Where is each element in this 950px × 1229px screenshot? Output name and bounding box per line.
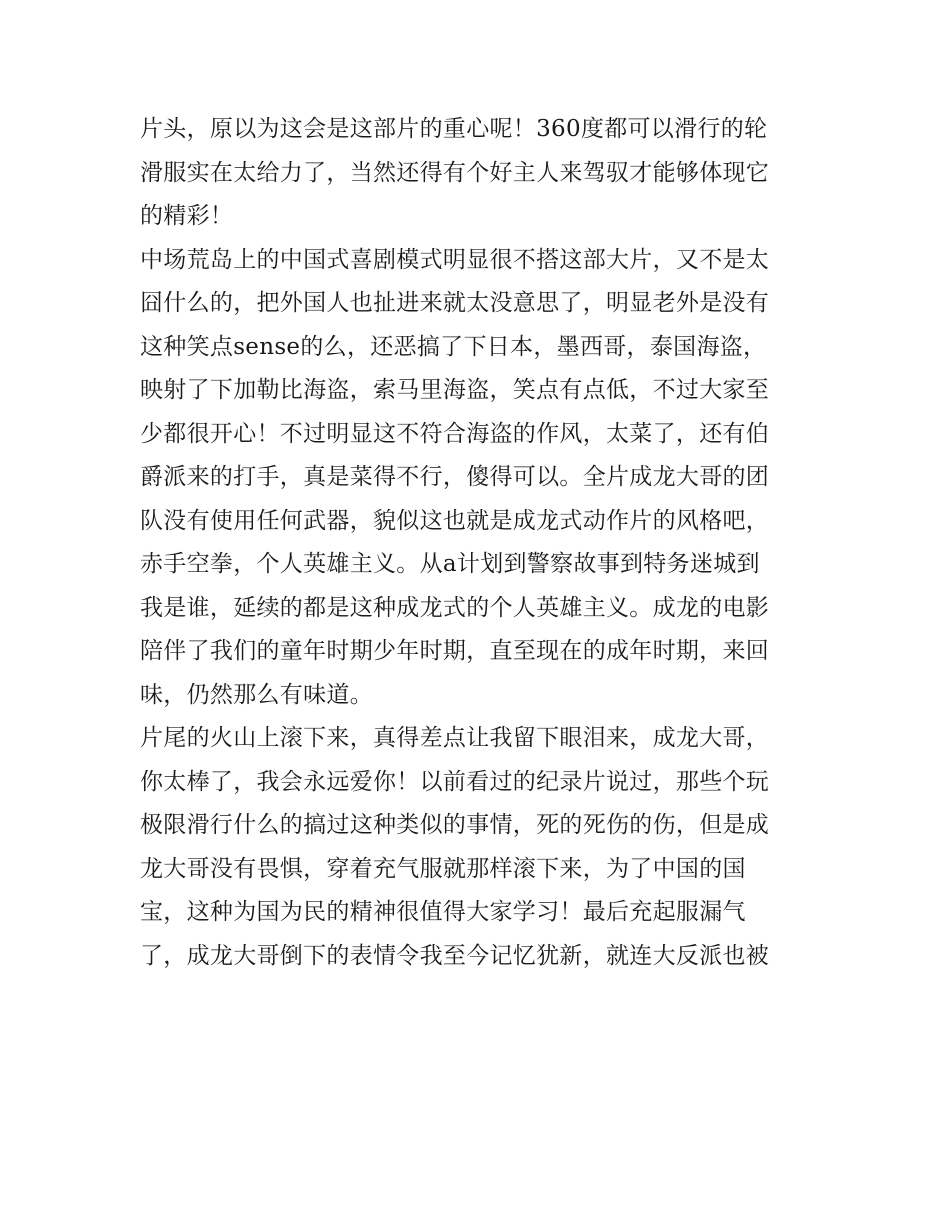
text-line: 中场荒岛上的中国式喜剧模式明显很不搭这部大片，又不是太 [140, 246, 770, 273]
text-line: 少都很开心！不过明显这不符合海盗的作风，太菜了，还有伯 [140, 420, 770, 447]
text-line: 味，仍然那么有味道。 [140, 681, 373, 708]
text-line: 龙大哥没有畏惧，穿着充气服就那样滚下来，为了中国的国 [140, 855, 746, 882]
text-line: 囧什么的，把外国人也扯进来就太没意思了，明显老外是没有 [140, 290, 770, 316]
text-line: 的精彩！ [140, 203, 234, 229]
text-line: 你太棒了，我会永远爱你！以前看过的纪录片说过，那些个玩 [140, 768, 770, 795]
text-line: 映射了下加勒比海盗，索马里海盗，笑点有点低，不过大家至 [140, 377, 770, 403]
text-line: 了，成龙大哥倒下的表情令我至今记忆犹新，就连大反派也被 [140, 942, 770, 969]
text-line: 陪伴了我们的童年时期少年时期，直至现在的成年时期，来回 [140, 638, 770, 664]
document-body [140, 108, 820, 978]
text-line: 我是谁，延续的都是这种成龙式的个人英雄主义。成龙的电影 [140, 594, 770, 621]
text-line: 赤手空拳，个人英雄主义。从a计划到警察故事到特务迷城到 [140, 551, 760, 577]
text-line: 滑服实在太给力了，当然还得有个好主人来驾驭才能够体现它 [140, 159, 770, 186]
text-line: 这种笑点sense的么，还恶搞了下日本，墨西哥，泰国海盗， [140, 333, 767, 360]
text-line: 片尾的火山上滚下来，真得差点让我留下眼泪来，成龙大哥， [140, 725, 770, 751]
text-line: 宝，这种为国为民的精神很值得大家学习！最后充起服漏气 [140, 899, 746, 925]
text-line: 极限滑行什么的搞过这种类似的事情，死的死伤的伤，但是成 [140, 812, 770, 838]
text-line: 爵派来的打手，真是菜得不行，傻得可以。全片成龙大哥的团 [140, 464, 770, 490]
text-line: 片头，原以为这会是这部片的重心呢！360度都可以滑行的轮 [140, 116, 768, 142]
text-line: 队没有使用任何武器，貌似这也就是成龙式动作片的风格吧， [140, 507, 770, 534]
